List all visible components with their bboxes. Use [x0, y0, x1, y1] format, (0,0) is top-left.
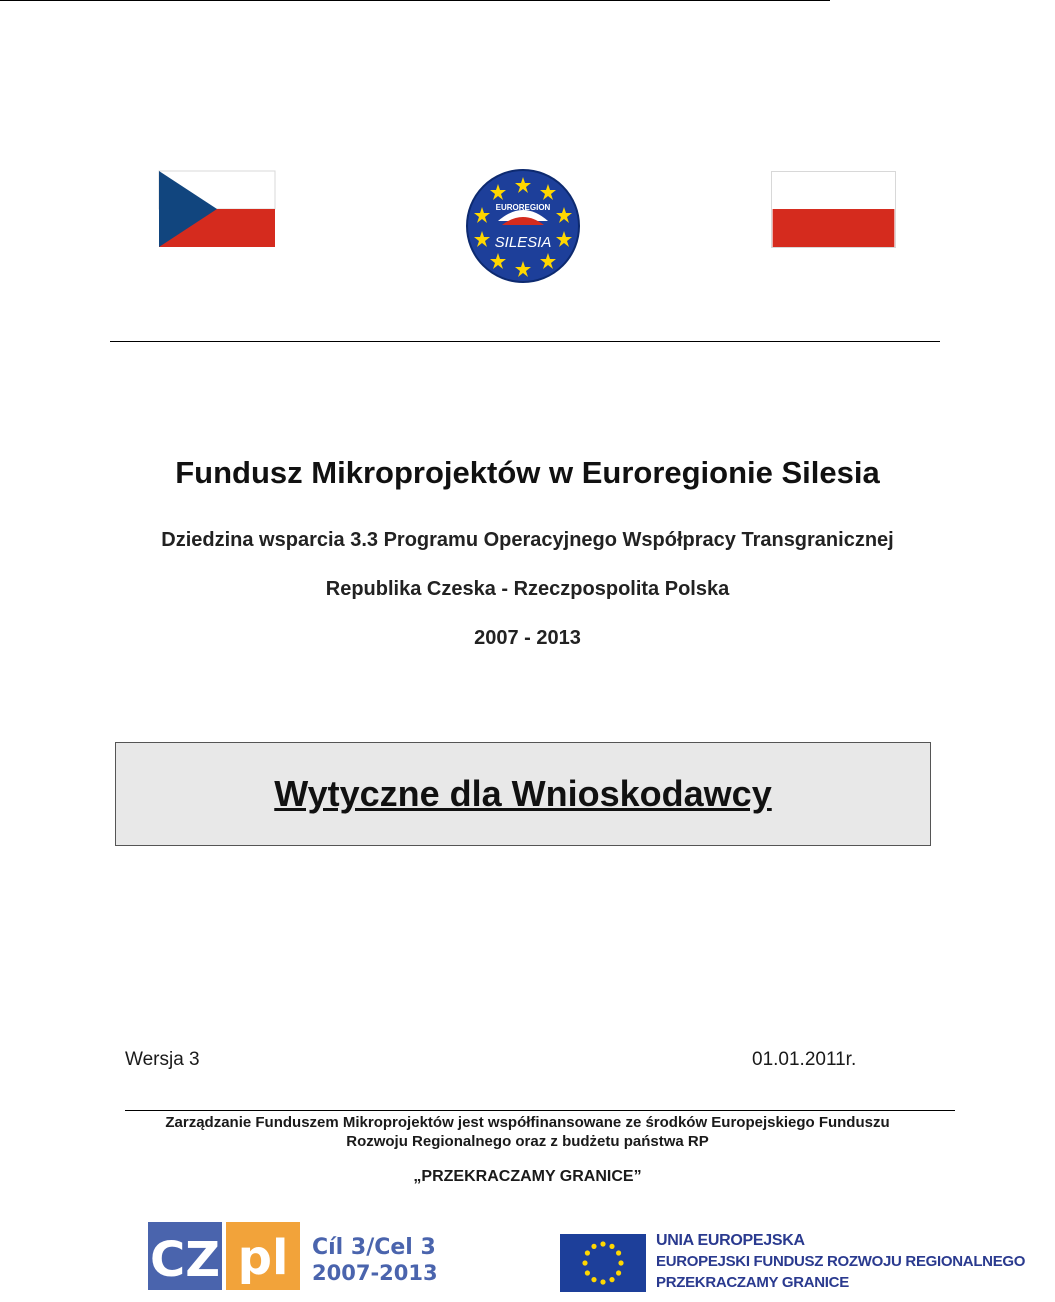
goal-text: Cíl 3/Cel 3 — [312, 1235, 436, 1260]
document-title: Fundusz Mikroprojektów w Euroregionie Silesia — [175, 455, 880, 490]
pl-logo-text: pl — [237, 1230, 289, 1286]
cofinancing-note-line2: Rozwoju Regionalnego oraz z budżetu państwa RP — [346, 1133, 709, 1150]
euroregion-silesia-emblem — [466, 169, 580, 283]
subtitle-years: 2007 - 2013 — [474, 627, 581, 649]
cz-pl-program-logo — [148, 1222, 438, 1290]
guidelines-title: Wytyczne dla Wnioskodawcy — [274, 773, 772, 814]
eu-logo-line1: UNIA EUROPEJSKA — [656, 1232, 805, 1249]
eu-flag-icon — [560, 1234, 646, 1292]
cofinancing-note — [120, 1113, 935, 1151]
header-divider — [110, 341, 940, 342]
eu-logo-line3: PRZEKRACZAMY GRANICE — [656, 1274, 849, 1291]
eu-fund-logo — [560, 1232, 1026, 1294]
subtitle-program: Dziedzina wsparcia 3.3 Programu Operacyjnego Współpracy Transgranicznej — [161, 529, 894, 551]
version-date: 01.01.2011r. — [752, 1049, 857, 1070]
eu-logo-line2: EUROPEJSKI FUNDUSZ ROZWOJU REGIONALNEGO — [656, 1253, 1026, 1270]
czech-flag — [159, 171, 275, 247]
motto: „PRZEKRACZAMY GRANICE” — [413, 1168, 642, 1185]
cofinancing-note-line1: Zarządzanie Funduszem Mikroprojektów jest współfinansowane ze środków Europejskiego Funduszu — [165, 1114, 890, 1131]
subtitle-countries: Republika Czeska - Rzeczpospolita Polska — [325, 578, 730, 600]
footer-divider — [125, 1110, 955, 1111]
version-label: Wersja 3 — [125, 1049, 200, 1070]
polish-flag — [771, 171, 896, 248]
top-rule — [0, 0, 830, 1]
guidelines-title-box — [115, 742, 931, 846]
emblem-name-text: SILESIA — [494, 234, 552, 251]
period-text: 2007-2013 — [312, 1261, 438, 1285]
cz-logo-text: CZ — [149, 1232, 221, 1288]
emblem-arc-text: EUROREGION — [495, 203, 551, 212]
